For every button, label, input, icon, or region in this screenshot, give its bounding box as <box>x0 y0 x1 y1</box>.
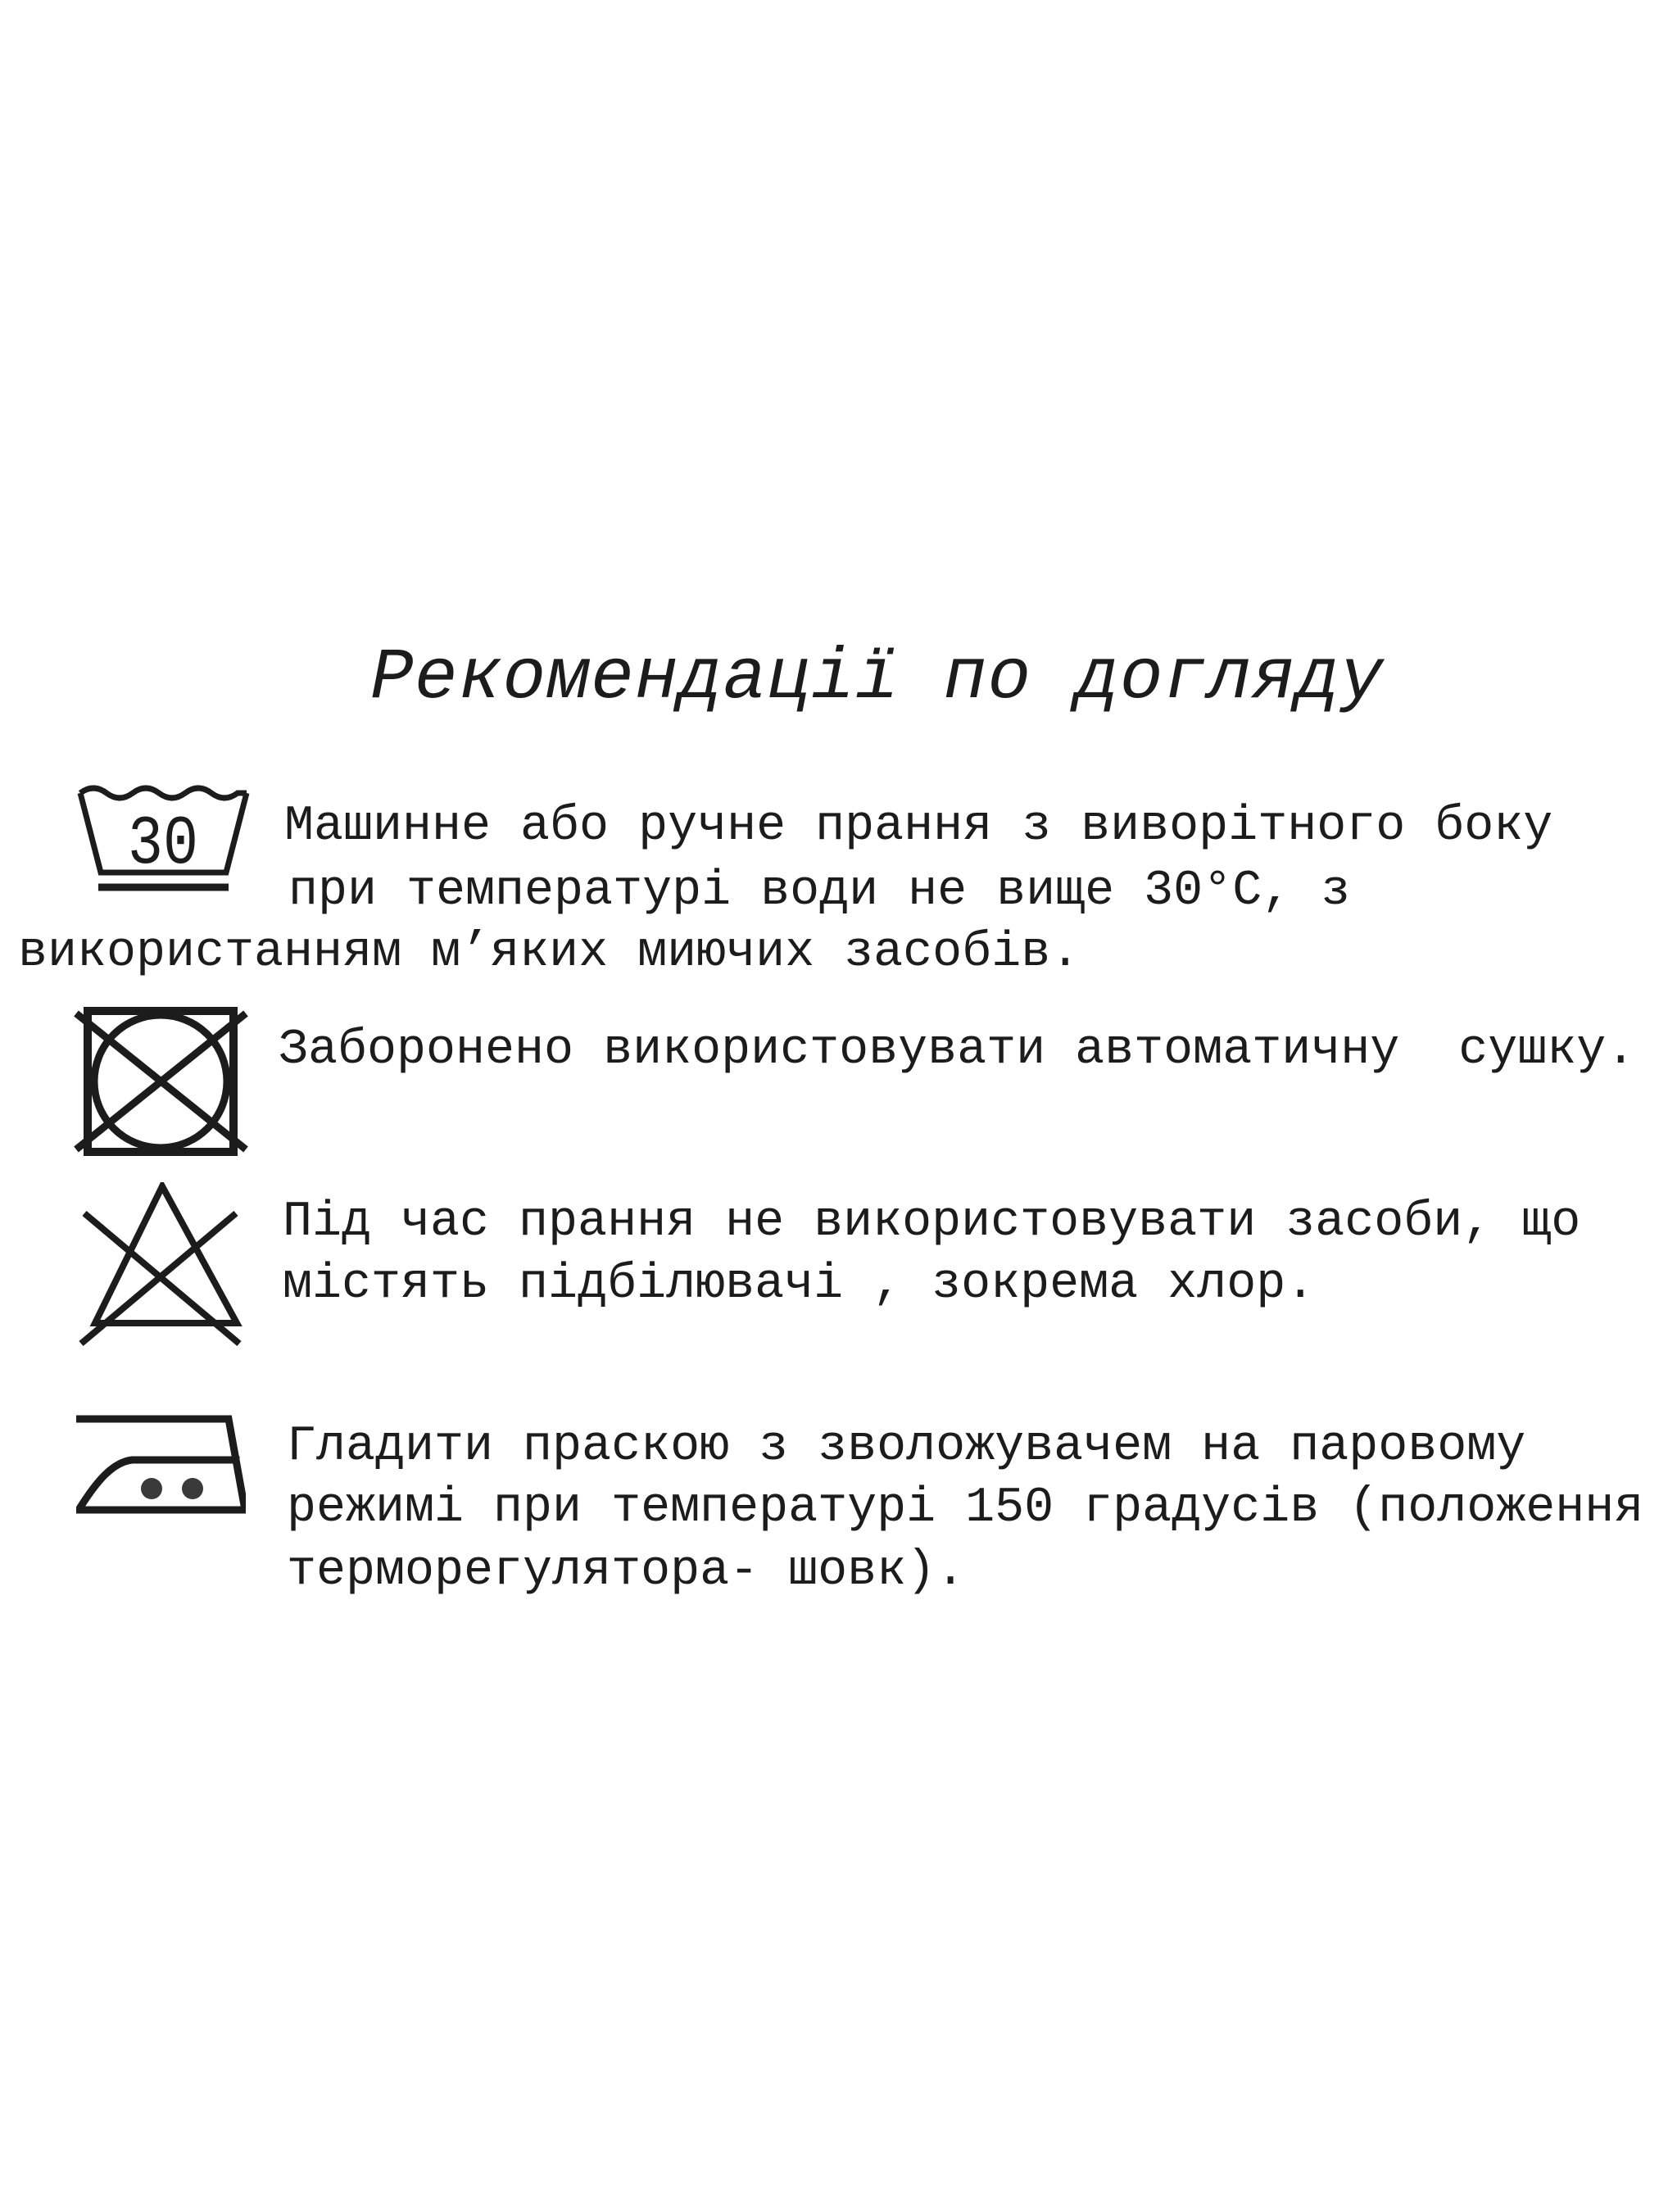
care-line: режимі при температурі 150 градусів (положення <box>287 1480 1644 1536</box>
wash-tub-30-mild-icon <box>75 781 252 895</box>
wash-temperature-label: 30 <box>128 806 198 884</box>
do-not-bleach-icon <box>78 1182 246 1348</box>
iron-medium-steam-icon <box>76 1412 246 1514</box>
care-line: містять підбілювачі , зокрема хлор. <box>283 1257 1316 1312</box>
care-line: терморегулятора- шовк). <box>287 1543 966 1599</box>
care-line: Під час прання не використовувати засоби, що <box>283 1194 1581 1250</box>
care-line: Заборонено використовувати автоматичну сушку. <box>279 1022 1636 1078</box>
care-line: при температурі води не вище 30°С, з <box>288 863 1351 919</box>
page-title: Рекомендації по догляду <box>370 638 1385 719</box>
iron-dot <box>182 1478 203 1499</box>
care-line: Машинне або ручне прання з виворітного боку <box>284 799 1553 854</box>
do-not-tumble-dry-icon <box>74 1001 248 1162</box>
care-line: Гладити праскою з зволожувачем на паровому <box>287 1419 1526 1475</box>
care-line: використанням м’яких миючих засобів. <box>18 925 1081 981</box>
iron-dot <box>141 1478 162 1499</box>
